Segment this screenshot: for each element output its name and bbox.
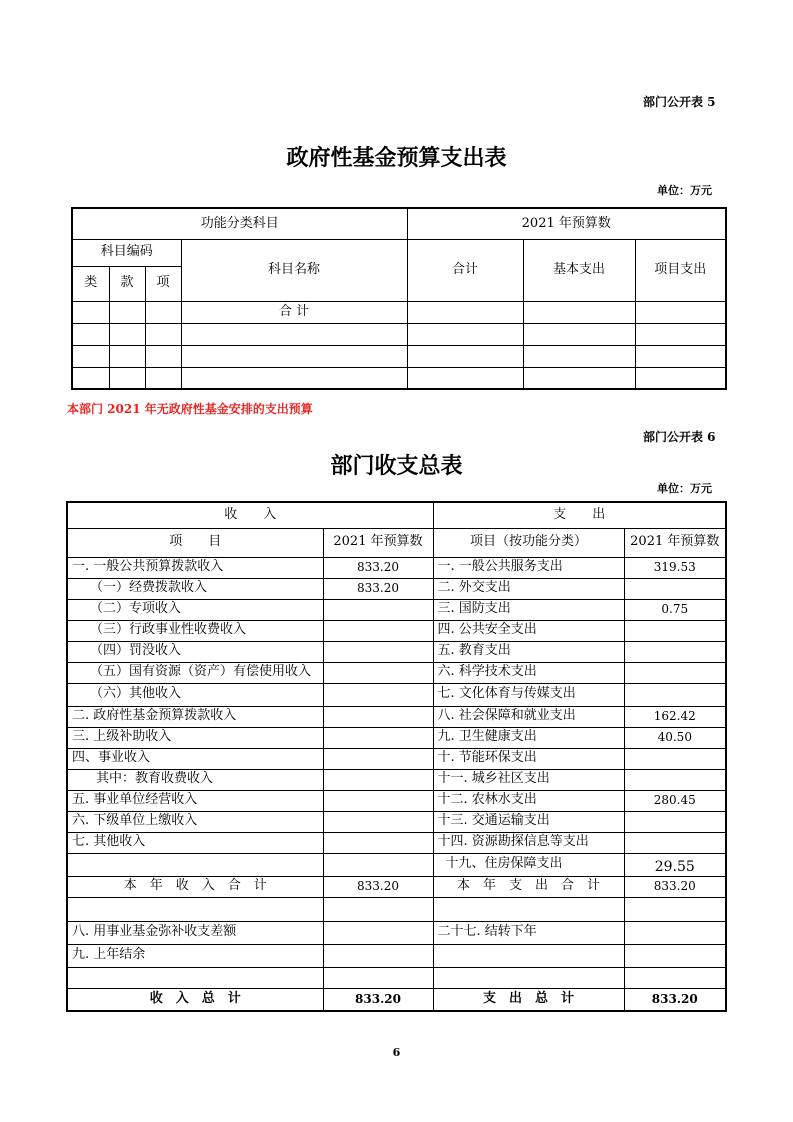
empty-cell <box>323 897 433 921</box>
expense-value <box>624 641 726 662</box>
unit-label-6: 单位：万元 <box>657 482 712 495</box>
expense-item: 二. 外交支出 <box>433 578 624 599</box>
header-income-budget: 2021 年预算数 <box>323 528 433 557</box>
expense-subtotal-label: 本 年 支 出 合 计 <box>433 876 624 897</box>
expense-value <box>624 811 726 832</box>
expense-value <box>624 662 726 683</box>
income-value <box>323 662 433 683</box>
income-item: 六. 下级单位上缴收入 <box>67 811 323 832</box>
unit-label-5: 单位：万元 <box>657 184 712 197</box>
income-item: 八. 用事业基金弥补收支差额 <box>67 921 323 944</box>
expense-item: 九. 卫生健康支出 <box>433 727 624 748</box>
subtotal-row <box>67 876 726 897</box>
expense-item: 三. 国防支出 <box>433 599 624 620</box>
expense-item: 十三. 交通运输支出 <box>433 811 624 832</box>
expense-item: 八. 社会保障和就业支出 <box>433 706 624 727</box>
form-number-5: 部门公开表 5 <box>643 95 716 109</box>
table-row <box>72 323 726 345</box>
table-row <box>67 641 726 662</box>
income-subtotal-value: 833.20 <box>323 876 433 897</box>
table-row <box>67 662 726 683</box>
title-income-expense-summary: 部门收支总表 <box>330 453 463 479</box>
table-row <box>67 790 726 811</box>
table-row <box>72 345 726 367</box>
table-row <box>67 967 726 988</box>
header-basic-expense: 基本支出 <box>523 239 635 301</box>
expense-item: 十四. 资源勘探信息等支出 <box>433 832 624 853</box>
expense-value <box>624 921 726 944</box>
table-row <box>67 921 726 944</box>
table-row <box>67 599 726 620</box>
expense-value: 280.45 <box>624 790 726 811</box>
income-item: （四）罚没收入 <box>67 641 323 662</box>
income-item: 七. 其他收入 <box>67 832 323 853</box>
income-item: （二）专项收入 <box>67 599 323 620</box>
income-value <box>323 921 433 944</box>
income-value <box>323 811 433 832</box>
income-item: 一. 一般公共预算拨款收入 <box>67 557 323 578</box>
income-item: （六）其他收入 <box>67 683 323 706</box>
expense-item: 六. 科学技术支出 <box>433 662 624 683</box>
no-fund-budget-note: 本部门 2021 年无政府性基金安排的支出预算 <box>67 402 313 416</box>
header-xiang: 项 <box>145 266 181 301</box>
expense-subtotal-value: 833.20 <box>624 876 726 897</box>
table-row <box>67 727 726 748</box>
page-number: 6 <box>392 1046 401 1059</box>
header-kuan: 款 <box>109 266 145 301</box>
income-subtotal-label: 本 年 收 入 合 计 <box>67 876 323 897</box>
table-row <box>67 769 726 790</box>
header-expense-item: 项目（按功能分类） <box>433 528 624 557</box>
expense-item: 四. 公共安全支出 <box>433 620 624 641</box>
table-row <box>72 367 726 389</box>
income-item: （五）国有资源（资产）有偿使用收入 <box>67 662 323 683</box>
expense-value <box>624 769 726 790</box>
expense-value <box>624 578 726 599</box>
expense-value <box>624 620 726 641</box>
expense-value <box>624 832 726 853</box>
grand-total-row <box>67 988 726 1011</box>
header-expense-budget: 2021 年预算数 <box>624 528 726 557</box>
income-item: 四、事业收入 <box>67 748 323 769</box>
empty-cell <box>433 967 624 988</box>
income-value: 833.20 <box>323 578 433 599</box>
empty-cell <box>433 897 624 921</box>
expense-item <box>433 944 624 967</box>
expense-item: 五. 教育支出 <box>433 641 624 662</box>
table-row <box>67 811 726 832</box>
header-subject-code: 科目编码 <box>72 239 181 266</box>
expense-item: 十. 节能环保支出 <box>433 748 624 769</box>
title-fund-budget-expense: 政府性基金预算支出表 <box>286 145 507 171</box>
empty-cell <box>624 967 726 988</box>
empty-cell <box>67 897 323 921</box>
income-value <box>323 769 433 790</box>
expense-item: 七. 文化体育与传媒支出 <box>433 683 624 706</box>
income-value <box>323 790 433 811</box>
table-row <box>72 301 726 323</box>
table-row <box>67 706 726 727</box>
header-function-category: 功能分类科目 <box>72 208 407 239</box>
income-item: 二. 政府性基金预算拨款收入 <box>67 706 323 727</box>
income-grand-total-value: 833.20 <box>323 988 433 1011</box>
header-income-item: 项 目 <box>67 528 323 557</box>
table-row <box>67 683 726 706</box>
income-item: 其中：教育收费收入 <box>67 769 323 790</box>
header-lei: 类 <box>72 266 109 301</box>
table-row <box>67 832 726 853</box>
income-expense-summary-table <box>66 501 727 1012</box>
expense-item: 十一. 城乡社区支出 <box>433 769 624 790</box>
income-value <box>323 620 433 641</box>
expense-item: 一. 一般公共服务支出 <box>433 557 624 578</box>
table-row <box>67 578 726 599</box>
income-grand-total-label: 收 入 总 计 <box>67 988 323 1011</box>
expense-value: 40.50 <box>624 727 726 748</box>
income-value <box>323 727 433 748</box>
empty-cell <box>323 967 433 988</box>
empty-cell <box>67 967 323 988</box>
expense-value <box>624 748 726 769</box>
table-row <box>67 620 726 641</box>
expense-grand-total-value: 833.20 <box>624 988 726 1011</box>
income-item <box>67 853 323 876</box>
header-subject-name: 科目名称 <box>181 239 407 301</box>
income-item: 三. 上级补助收入 <box>67 727 323 748</box>
income-item: 九. 上年结余 <box>67 944 323 967</box>
income-item: 五. 事业单位经营收入 <box>67 790 323 811</box>
income-value <box>323 832 433 853</box>
income-value: 833.20 <box>323 557 433 578</box>
income-value <box>323 944 433 967</box>
table-row <box>67 748 726 769</box>
table-row <box>67 853 726 876</box>
expense-value: 0.75 <box>624 599 726 620</box>
expense-value: 29.55 <box>624 853 726 876</box>
empty-cell <box>624 897 726 921</box>
expense-value: 319.53 <box>624 557 726 578</box>
income-value <box>323 599 433 620</box>
expense-item: 十九、住房保障支出 <box>433 853 624 876</box>
income-item: （三）行政事业性收费收入 <box>67 620 323 641</box>
income-value <box>323 641 433 662</box>
total-row-label: 合 计 <box>181 301 407 323</box>
header-total: 合计 <box>407 239 523 301</box>
fund-budget-expense-table <box>71 207 727 390</box>
income-value <box>323 748 433 769</box>
header-budget-2021: 2021 年预算数 <box>407 208 726 239</box>
table-row <box>67 944 726 967</box>
income-value <box>323 853 433 876</box>
income-value <box>323 683 433 706</box>
table-row <box>67 897 726 921</box>
expense-value: 162.42 <box>624 706 726 727</box>
expense-item: 二十七. 结转下年 <box>433 921 624 944</box>
header-expense: 支 出 <box>433 502 726 528</box>
expense-value <box>624 944 726 967</box>
table-row <box>67 557 726 578</box>
form-number-6: 部门公开表 6 <box>643 430 716 444</box>
expense-grand-total-label: 支 出 总 计 <box>433 988 624 1011</box>
header-project-expense: 项目支出 <box>635 239 726 301</box>
income-value <box>323 706 433 727</box>
expense-item: 十二. 农林水支出 <box>433 790 624 811</box>
income-item: （一）经费拨款收入 <box>67 578 323 599</box>
expense-value <box>624 683 726 706</box>
header-income: 收 入 <box>67 502 433 528</box>
